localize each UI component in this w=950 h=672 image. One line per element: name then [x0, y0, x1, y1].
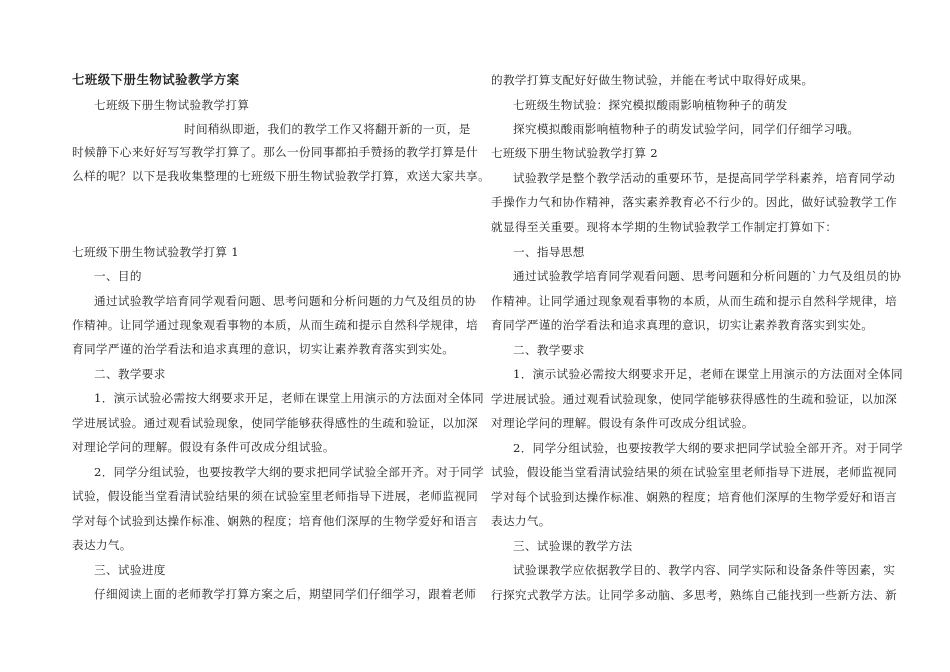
paragraph-line: 1．演示试验必需按大纲要求开足，老师在课堂上用演示的方法面对全体同 [94, 391, 484, 405]
paragraph-line: 的教学打算支配好好做生物试验，并能在考试中取得好成果。 [491, 73, 814, 87]
paragraph-line: 学进展试验。通过观看试验现象，使同学能够获得感性的生疏和验证，以加深 [72, 416, 479, 430]
section-heading: 三、试验进度 [94, 563, 166, 577]
paragraph-line: 手操作力气和协作精神，落实素养教育必不行少的。因此，做好试验教学工作 [491, 195, 898, 209]
paragraph-line: 通过试验教学培育同学观看问题、思考问题和分析问题的`力气及组员的协 [513, 269, 902, 283]
paragraph-line: 表达力气。 [72, 538, 132, 552]
plan1-heading: 七班级下册生物试验教学打算 1 [72, 245, 240, 259]
paragraph-line: 对理论学问的理解。假设有条件可改成分组试验。 [491, 416, 754, 430]
paragraph-line: 仔细阅读上面的老师教学打算方案之后，期望同学们仔细学习，跟着老师 [94, 587, 477, 601]
paragraph-line: 2．同学分组试验，也要按教学大纲的要求把同学试验全部开齐。对于同学 [94, 465, 484, 479]
paragraph-line: 对理论学问的理解。假设有条件可改成分组试验。 [72, 440, 335, 454]
paragraph-line: 2．同学分组试验，也要按教学大纲的要求把同学试验全部开齐。对于同学 [513, 441, 903, 455]
paragraph-line: 育同学严谨的治学看法和追求真理的意识，切实让素养教育落实到实处。 [72, 342, 455, 356]
paragraph-line: 试验教学是整个教学活动的重要环节，是提高同学学科素养，培育同学动 [513, 171, 896, 185]
intro-line: 么样的呢？以下是我收集整理的七班级下册生物试验教学打算，欢送大家共享。 [72, 169, 491, 183]
experiment-description: 探究模拟酸雨影响植物种子的萌发试验学问，同学们仔细学习哦。 [513, 122, 860, 136]
paragraph-line: 试验课教学应依据教学目的、教学内容、同学实际和设备条件等因素，实 [513, 563, 896, 577]
paragraph-line: 学对每个试验到达操作标准、娴熟的程度；培育他们深厚的生物学爱好和语言 [491, 490, 898, 504]
section-heading: 一、目的 [94, 269, 142, 283]
paragraph-line: 学进展试验。通过观看试验现象，使同学能够获得感性的生疏和验证，以加深 [491, 392, 898, 406]
paragraph-line: 就显得至关重要。现将本学期的生物试验教学工作制定打算如下： [491, 220, 838, 234]
paragraph-line: 试验，假设能当堂看清试验结果的须在试验室里老师指导下进展，老师监视同 [72, 489, 479, 503]
paragraph-line: 育同学严谨的治学看法和追求真理的意识，切实让素养教育落实到实处。 [491, 318, 874, 332]
paragraph-line: 学对每个试验到达操作标准、娴熟的程度；培育他们深厚的生物学爱好和语言 [72, 514, 479, 528]
paragraph-line: 行探究式教学方法。让同学多动脑、多思考，熟练自己能找到一些新方法、新 [491, 588, 898, 602]
paragraph-line: 表达力气。 [491, 514, 551, 528]
section-heading: 一、指导思想 [513, 245, 585, 259]
section-heading: 二、教学要求 [513, 343, 585, 357]
document-subtitle: 七班级下册生物试验教学打算 [94, 98, 250, 112]
experiment-title: 七班级生物试验：探究模拟酸雨影响植物种子的萌发 [513, 98, 788, 112]
paragraph-line: 1．演示试验必需按大纲要求开足，老师在课堂上用演示的方法面对全体同 [513, 367, 903, 381]
intro-line: 时间稍纵即逝，我们的教学工作又将翻开新的一页，是 [184, 122, 471, 136]
paragraph-line: 试验，假设能当堂看清试验结果的须在试验室里老师指导下进展，老师监视同 [491, 465, 898, 479]
section-heading: 二、教学要求 [94, 367, 166, 381]
plan2-heading: 七班级下册生物试验教学打算 2 [491, 146, 659, 160]
paragraph-line: 作精神。让同学通过现象观看事物的本质，从而生疏和提示自然科学规律，培 [491, 294, 898, 308]
document-title: 七班级下册生物试验教学方案 [72, 72, 240, 87]
intro-line: 时候静下心来好好写写教学打算了。那么一份同事都拍手赞扬的教学打算是什 [72, 145, 479, 159]
paragraph-line: 作精神。让同学通过现象观看事物的本质，从而生疏和提示自然科学规律，培 [72, 318, 479, 332]
paragraph-line: 通过试验教学培育同学观看问题、思考问题和分析问题的力气及组员的协 [94, 294, 477, 308]
section-heading: 三、试验课的教学方法 [513, 539, 633, 553]
